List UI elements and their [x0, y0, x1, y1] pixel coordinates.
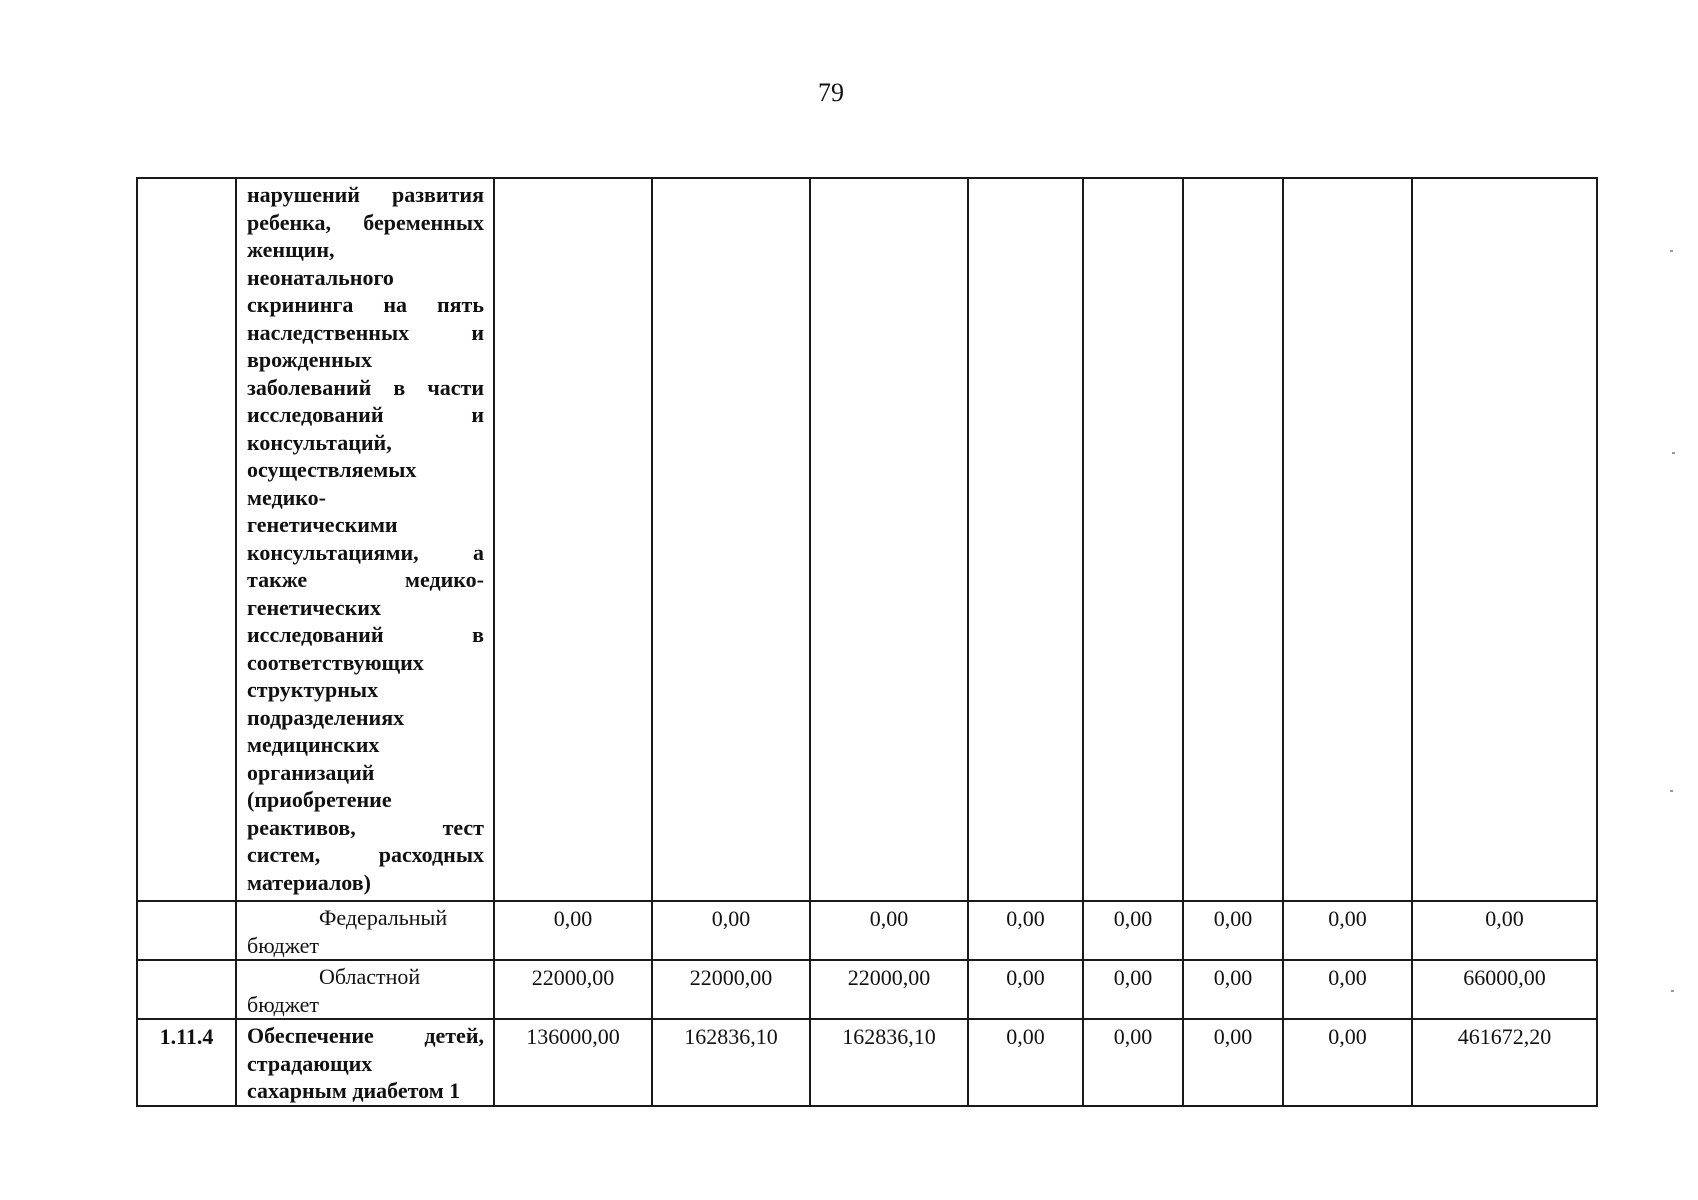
value-cell: 0,00 — [968, 960, 1083, 1019]
table-row — [137, 901, 1597, 960]
row-description — [236, 1019, 494, 1106]
description-line: ребенка, беременных — [247, 209, 484, 235]
description-line: реактивов, тест — [247, 814, 484, 840]
row-code — [137, 960, 236, 1019]
description-line: также медико- — [247, 567, 484, 592]
table-row — [137, 178, 1597, 901]
description-line: страдающих — [247, 1050, 373, 1076]
value-cell: 162836,10 — [810, 1019, 968, 1106]
scan-speck — [1672, 452, 1675, 454]
value-cell — [968, 178, 1083, 901]
table-row — [137, 1019, 1597, 1106]
value-cell — [1412, 178, 1597, 901]
value-cell: 22000,00 — [494, 960, 652, 1019]
value-cell: 0,00 — [1283, 960, 1412, 1019]
description-line: исследований и — [247, 402, 484, 427]
description-line: нарушений развития — [247, 182, 484, 207]
description-line: подразделениях — [247, 704, 405, 730]
value-cell: 0,00 — [1183, 960, 1283, 1019]
value-cell — [1083, 178, 1183, 901]
funding-source-line: бюджет — [247, 991, 319, 1017]
description-line: сахарным диабетом 1 — [247, 1078, 461, 1103]
description-line: генетических — [247, 594, 381, 620]
description-line: исследований в — [247, 622, 484, 647]
value-cell: 22000,00 — [652, 960, 810, 1019]
value-cell: 0,00 — [810, 901, 968, 960]
funding-source-line: Областной — [319, 964, 421, 989]
description-line: консультациями, а — [247, 539, 484, 565]
description-line: женщин, — [247, 237, 335, 262]
value-cell: 0,00 — [1283, 1019, 1412, 1106]
table-row — [137, 960, 1597, 1019]
budget-table — [136, 177, 1598, 1107]
value-cell: 136000,00 — [494, 1019, 652, 1106]
description-line: врожденных — [247, 347, 372, 372]
description-line: материалов) — [247, 869, 371, 895]
value-cell: 0,00 — [652, 901, 810, 960]
description-line: заболеваний в части — [247, 374, 484, 400]
scan-speck — [1671, 990, 1674, 992]
page-number: 79 — [818, 78, 844, 107]
value-cell — [652, 178, 810, 901]
scan-speck — [1670, 250, 1673, 252]
row-code: 1.11.4 — [137, 1019, 236, 1106]
description-line: наследственных и — [247, 319, 484, 345]
value-cell: 162836,10 — [652, 1019, 810, 1106]
funding-source — [236, 960, 494, 1019]
value-cell: 22000,00 — [810, 960, 968, 1019]
description-line: консультаций, — [247, 429, 392, 455]
description-line: систем, расходных — [247, 842, 484, 867]
description-line: осуществляемых — [247, 457, 417, 482]
description-line: медицинских — [247, 732, 380, 757]
row-code — [137, 178, 236, 901]
description-line: (приобретение — [247, 787, 392, 812]
value-cell: 0,00 — [968, 1019, 1083, 1106]
value-cell: 461672,20 — [1412, 1019, 1597, 1106]
value-cell: 66000,00 — [1412, 960, 1597, 1019]
description-line: генетическими — [247, 512, 398, 537]
row-code — [137, 901, 236, 960]
funding-source-line: бюджет — [247, 932, 319, 958]
description-line: неонатального — [247, 264, 394, 290]
funding-source-line: Федеральный — [319, 905, 448, 930]
value-cell — [494, 178, 652, 901]
value-cell — [1283, 178, 1412, 901]
value-cell: 0,00 — [1283, 901, 1412, 960]
description-line: скрининга на пять — [247, 292, 484, 317]
value-cell: 0,00 — [1083, 960, 1183, 1019]
value-cell: 0,00 — [494, 901, 652, 960]
row-description — [236, 178, 494, 901]
description-line: соответствующих — [247, 649, 424, 675]
value-cell — [1183, 178, 1283, 901]
value-cell: 0,00 — [1183, 901, 1283, 960]
value-cell — [810, 178, 968, 901]
scan-speck — [1670, 790, 1673, 792]
value-cell: 0,00 — [1083, 901, 1183, 960]
value-cell: 0,00 — [968, 901, 1083, 960]
description-line: медико- — [247, 484, 326, 510]
funding-source — [236, 901, 494, 960]
description-line: Обеспечение детей, — [247, 1023, 484, 1048]
description-line: структурных — [247, 677, 379, 702]
value-cell: 0,00 — [1183, 1019, 1283, 1106]
value-cell: 0,00 — [1412, 901, 1597, 960]
value-cell: 0,00 — [1083, 1019, 1183, 1106]
description-line: организаций — [247, 759, 375, 785]
